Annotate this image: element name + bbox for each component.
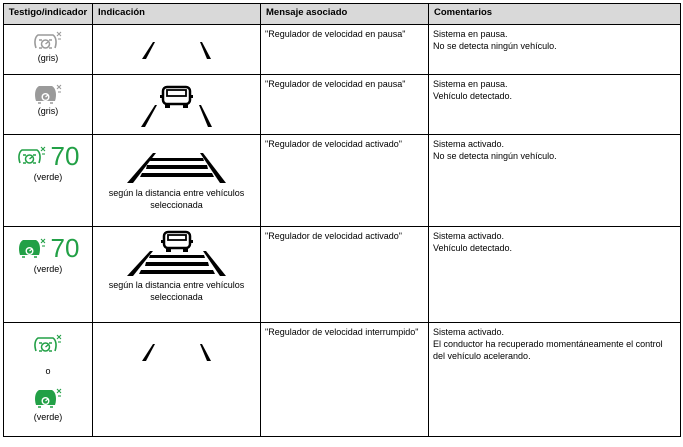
testigo-cell	[4, 323, 93, 437]
comment-line: Sistema activado.	[433, 231, 505, 241]
vehicle-icon	[161, 232, 193, 252]
comment-cell	[429, 75, 681, 135]
lane-with-distance-bars-and-vehicle-icon	[93, 227, 261, 279]
indicacion-cell	[93, 75, 261, 135]
or-label: o	[45, 366, 51, 376]
table-row	[4, 75, 681, 135]
indicacion-cell	[93, 135, 261, 227]
cruise-control-outline-icon	[33, 333, 63, 355]
header-indicacion: Indicación	[93, 4, 261, 25]
message-cell: "Regulador de velocidad activado"	[261, 227, 429, 323]
color-label: (gris)	[37, 53, 59, 63]
comment-line: No se detecta ningún vehículo.	[433, 151, 557, 161]
indicacion-cell	[93, 323, 261, 437]
comment-cell	[429, 135, 681, 227]
header-mensaje: Mensaje asociado	[261, 4, 429, 25]
cruise-control-vehicle-icon	[17, 237, 47, 259]
cruise-control-outline-icon	[17, 145, 47, 167]
comment-line: Sistema activado.	[433, 139, 505, 149]
lane-with-distance-bars-icon	[93, 135, 261, 187]
message-cell: "Regulador de velocidad activado"	[261, 135, 429, 227]
message-cell: "Regulador de velocidad en pausa"	[261, 25, 429, 75]
testigo-cell	[4, 135, 93, 227]
comment-cell	[429, 25, 681, 75]
distance-caption: según la distancia entre vehículos seleccionada	[108, 188, 245, 210]
distance-caption: según la distancia entre vehículos seleccionada	[108, 280, 245, 302]
testigo-cell	[4, 227, 93, 323]
color-label: (verde)	[33, 264, 63, 274]
table-row	[4, 135, 681, 227]
comment-line: Sistema en pausa.	[433, 29, 508, 39]
comment-line: Vehículo detectado.	[433, 91, 513, 101]
lane-lines-icon	[93, 25, 261, 73]
set-speed-value: 70	[50, 141, 80, 171]
set-speed-value: 70	[50, 233, 80, 263]
comment-line: No se detecta ningún vehículo.	[433, 41, 557, 51]
table-row	[4, 25, 681, 75]
cruise-control-vehicle-icon	[33, 83, 63, 105]
comment-line: Sistema activado.	[433, 327, 505, 337]
cruise-control-indicators-table	[3, 3, 681, 437]
table-row	[4, 323, 681, 437]
testigo-cell	[4, 75, 93, 135]
message-cell: "Regulador de velocidad en pausa"	[261, 75, 429, 135]
table-row	[4, 227, 681, 323]
comment-line: Sistema en pausa.	[433, 79, 508, 89]
vehicle-icon	[160, 87, 193, 108]
comment-line: Vehículo detectado.	[433, 243, 513, 253]
message-cell: "Regulador de velocidad interrumpido"	[261, 323, 429, 437]
header-testigo: Testigo/indicador	[4, 4, 93, 25]
testigo-cell	[4, 25, 93, 75]
comment-line: El conductor ha recuperado momentáneamente el control del vehículo acelerando.	[433, 339, 663, 361]
table-header-row	[4, 4, 681, 25]
color-label: (verde)	[33, 412, 63, 422]
comment-cell	[429, 323, 681, 437]
color-label: (gris)	[37, 106, 59, 116]
header-comentarios: Comentarios	[429, 4, 681, 25]
lane-with-vehicle-icon	[93, 75, 261, 133]
color-label: (verde)	[33, 172, 63, 182]
indicacion-cell	[93, 227, 261, 323]
cruise-control-outline-icon	[33, 30, 63, 52]
indicacion-cell	[93, 25, 261, 75]
lane-lines-icon	[93, 323, 261, 371]
cruise-control-vehicle-icon	[33, 387, 63, 409]
comment-cell	[429, 227, 681, 323]
